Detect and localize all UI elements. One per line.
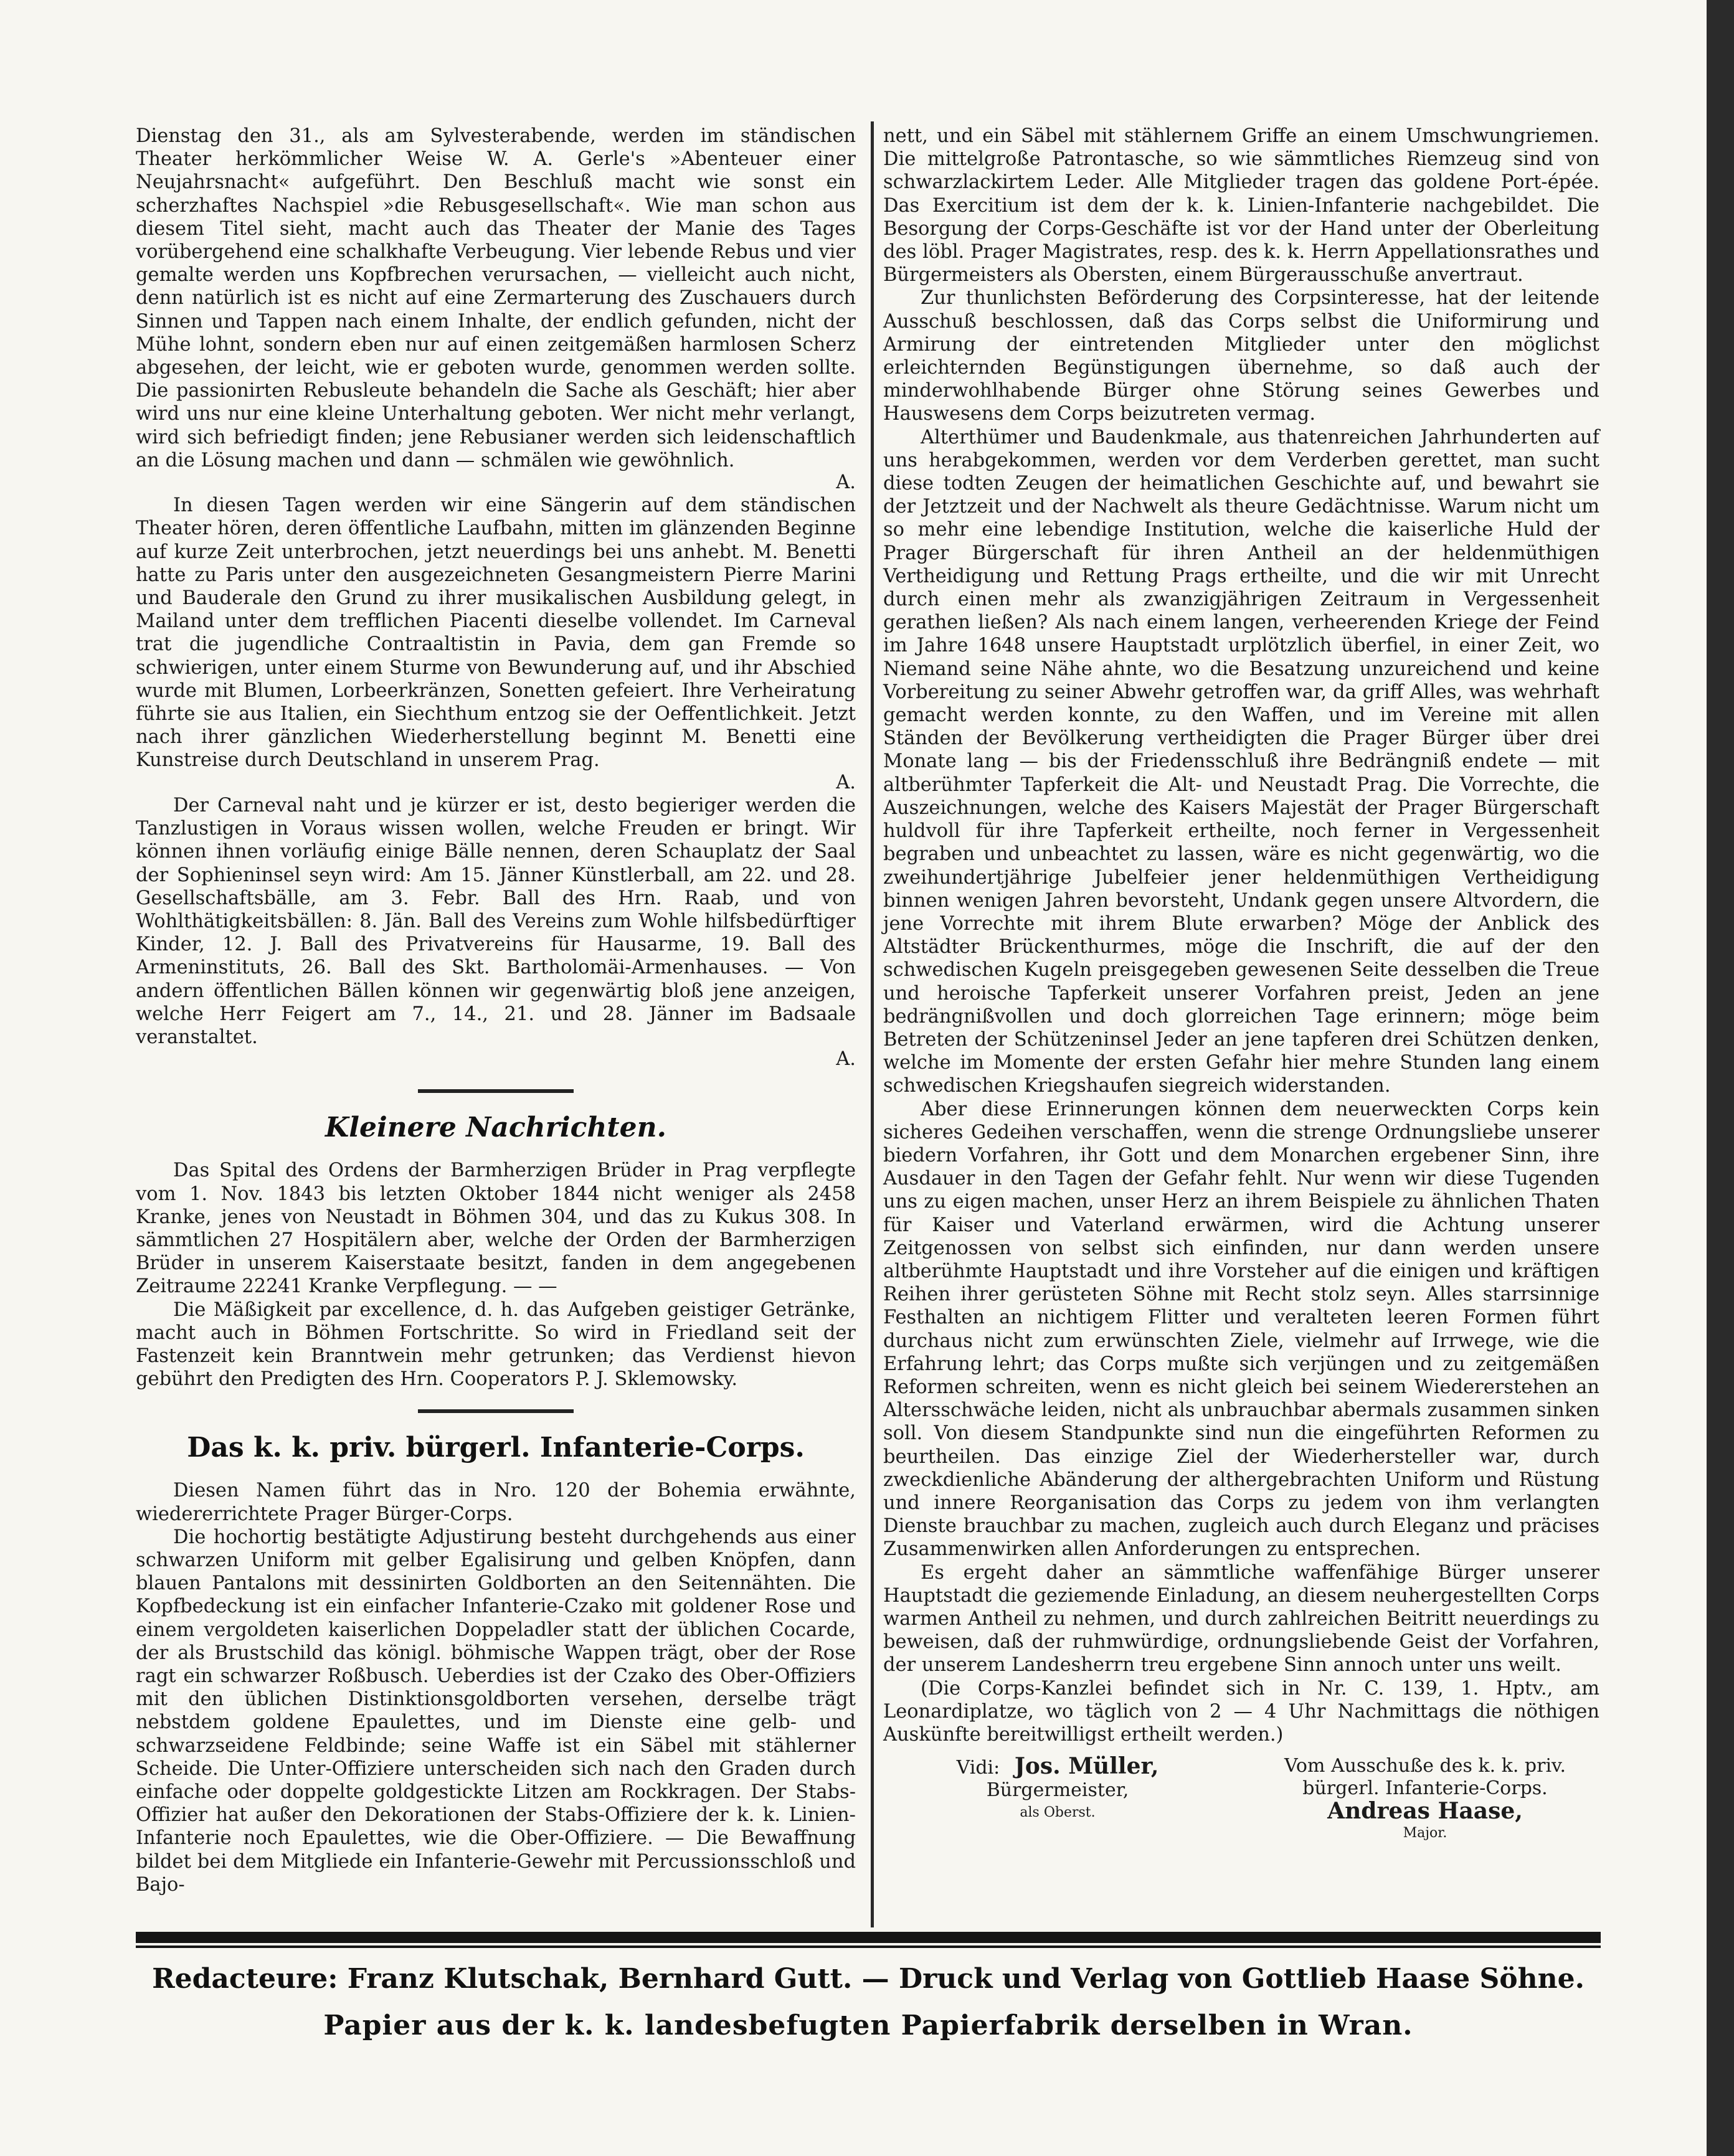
mayor-title: Bürgermeister, bbox=[986, 1779, 1129, 1802]
committee-line-2: bürgerl. Infanterie-Corps. bbox=[1302, 1777, 1548, 1800]
corps-uniform: Die hochortig bestätigte Adjustirung besteht durchgehends aus einer schwarzen Uniform mit gelber Egalisirung und gelben Knöpfen, dann blauen Pantalons mit dessinirten Goldborten an den Seitennähten. Die Kopfbedeckung ist ein einfacher Infanterie-Czako mit goldener Rose und einem vergoldeten kaiserlichen Doppeladler statt der üblichen Cocarde, der als Brustschild das königl. böhmische Wappen trägt, ober der Rose ragt ein schwarzer Roßbusch. Ueberdies ist der Czako des Ober-Offiziers mit den üblichen Distinktionsgoldborten versehen, derselbe trägt nebstdem goldene Epaulettes, und im Dienste eine gelb- und schwarzseidene Feldbinde; seine Waffe ist ein Säbel mit stählerner Scheide. Die Unter-Offiziere unterscheiden sich nach den Graden durch einfache oder doppelte goldgestickte Litzen am Rockkragen. Der Stabs-Offizier hat außer den Dekorationen der Stabs-Offiziere der k. k. Linien-Infanterie noch Epaulettes, wie die Ober-Offiziere. — Die Bewaffnung bildet bei dem Mitgliede ein Infanterie-Gewehr mit Percussionsschloß und Bajo- bbox=[136, 1526, 856, 1896]
section-divider bbox=[418, 1089, 574, 1093]
major-sub: Major. bbox=[1403, 1825, 1447, 1842]
signature-committee bbox=[1251, 1755, 1599, 1845]
signature-mayor bbox=[883, 1755, 1207, 1845]
article-singer-benetti: In diesen Tagen werden wir eine Sängerin auf dem ständischen Theater hören, deren öffentliche Laufbahn, mitten im glänzenden Beginne auf kurze Zeit unterbrochen, jetzt neuerdings bei uns anhebt. M. Benetti hatte zu Paris unter den ausgezeichneten Gesangmeistern Pierre Marini und Bauderale den Grund zu ihrer musikalischen Ausbildung gelegt, in Mailand unter dem trefflichen Piacenti dieselbe vollendet. Im Carneval trat die jugendliche Contraaltistin in Pavia, dem gan Fremde so schwierigen, unter einem Sturme von Bewunderung auf, und ihr Abschied wurde mit Blumen, Lorbeerkränzen, Sonetten gefeiert. Ihre Verheiratung führte sie aus Italien, ein Siechthum entzog sie der Oeffentlichkeit. Jetzt nach ihrer gänzlichen Wiederherstellung beginnt M. Benetti eine Kunstreise durch Deutschland in unserem Prag. bbox=[136, 494, 856, 772]
heading-infanterie-corps: Das k. k. priv. bürgerl. Infanterie-Corps. bbox=[187, 1432, 805, 1464]
footer-editors: Redacteure: Franz Klutschak, Bernhard Gutt. — Druck und Verlag von Gottlieb Haase Söhne. bbox=[152, 1963, 1585, 1995]
news-temperance: Die Mäßigkeit par excellence, d. h. das Aufgeben geistiger Getränke, macht auch in Böhmen Fortschritte. So wird in Friedland seit der Fastenzeit kein Branntwein mehr getrunken; das Verdienst hievon gebührt den Predigten des Hrn. Cooperators P. J. Sklemowsky. bbox=[136, 1298, 856, 1391]
section-divider bbox=[418, 1409, 574, 1413]
footer-rule-thin bbox=[136, 1946, 1601, 1948]
corps-committee: Zur thunlichsten Beförderung des Corpsinteresse, hat der leitende Ausschuß beschlossen, daß das Corps selbst die Uniformirung und Armirung der eintretenden Mitglieder unter den möglichst erleichternden Begünstigungen übernehme, so daß auch der minderwohlhabende Bürger ohne Störung seines Gewerbes und Hauswesens dem Corps beizutreten vermag. bbox=[883, 287, 1599, 425]
corps-uniform-continued: nett, und ein Säbel mit stählernem Griffe an einem Umschwungriemen. Die mittelgroße Patrontasche, so wie sämmtliches Riemzeug sind von schwarzlackirtem Leder. Alle Mitglieder tragen das goldene Port-épée. Das Exercitium ist dem der k. k. Linien-Infanterie nachgebildet. Die Besorgung der Corps-Geschäfte ist vor der Hand unter der Oberleitung des löbl. Prager Magistrates, resp. des k. k. Herrn Appellationsrathes und Bürgermeisters als Obersten, einem Bürgerausschuße anvertraut. bbox=[883, 125, 1599, 286]
column-divider bbox=[871, 121, 874, 1927]
signature-block bbox=[883, 1755, 1599, 1845]
corps-intro: Diesen Namen führt das in Nro. 120 der Bohemia erwähnte, wiedererrichtete Prager Bürger-Corps. bbox=[136, 1480, 856, 1525]
corps-virtues: Aber diese Erinnerungen können dem neuerweckten Corps kein sicheres Gedeihen verschaffen, wenn die strenge Ordnungsliebe unserer biedern Vorfahren, ihr Gott und dem Monarchen ergebener Sinn, ihre Ausdauer in den Tagen der Gefahr fehlt. Nur wenn wir diese Tugenden uns zu eigen machen, unser Herz an ihrem Beispiele zu ähnlichen Thaten für Kaiser und Vaterland erwärmen, wird die Achtung unserer Zeitgenossen von selbst sich einfinden, nur dann werden unsere altberühmte Hauptstadt und ihre Vorsteher auf die einigen und kräftigen Reihen ihrer gerüsteten Söhne mit Recht stolz seyn. Alles starrsinnige Festhalten an nichtigem Flitter und veralteten leeren Formen führt durchaus nicht zum erwünschten Ziele, vielmehr auf Irrwege, wie die Erfahrung lehrt; das Corps mußte sich verjüngen und zu zeitgemäßen Reformen schreiten, wenn es nicht gleich bei seinem Wiedererstehen an Altersschwäche leiden, nicht als unbrauchbar abermals zusammen sinken soll. Von diesem Standpunkte sind nun die eingeführten Reformen zu beurtheilen. Das einzige Ziel der Wiederhersteller war, durch zweckdienliche Abänderung der althergebrachten Uniform und Rüstung und innere Reorganisation das Corps zu jedem von ihm verlangten Dienste brauchbar zu machen, zugleich auch durch Eleganz und präcises Zusammenwirken allen Anforderungen zu entsprechen. bbox=[883, 1098, 1599, 1561]
author-initial: A. bbox=[836, 771, 856, 793]
heading-kleinere-nachrichten: Kleinere Nachrichten. bbox=[325, 1112, 666, 1144]
right-column bbox=[883, 125, 1599, 1845]
corps-invitation: Es ergeht daher an sämmtliche waffenfähige Bürger unserer Hauptstadt die geziemende Einladung, an diesem neuhergestellten Corps warmen Antheil zu nehmen, und durch zahlreichen Beitritt neuerdings zu beweisen, daß der ruhmwürdige, ordnungsliebende Geist der Vorfahren, der unserem Landesherrn treu ergebene Sinn annoch unter uns weilt. bbox=[883, 1561, 1599, 1676]
left-column bbox=[136, 125, 856, 1896]
news-hospital: Das Spital des Ordens der Barmherzigen Brüder in Prag verpflegte vom 1. Nov. 1843 bis letzten Oktober 1844 nicht weniger als 2458 Kranke, jenes von Neustadt in Böhmen 304, und das zu Kukus 308. In sämmtlichen 27 Hospitälern aber, welche der Orden der Barmherzigen Brüder in unserem Kaiserstaate besitzt, fanden in dem angegebenen Zeitraume 22241 Kranke Verpflegung. — — bbox=[136, 1160, 856, 1298]
committee-line-1: Vom Ausschuße des k. k. priv. bbox=[1284, 1755, 1566, 1777]
author-initial: A. bbox=[836, 1048, 856, 1071]
footer-rule bbox=[136, 1932, 1601, 1943]
article-carnival-balls: Der Carneval naht und je kürzer er ist, desto begieriger werden die Tanzlustigen in Voraus wissen wollen, welche Freuden er bringt. Wir können ihnen vorläufig einige Bälle nennen, deren Schauplatz der Saal der Sophieninsel seyn wird: Am 15. Jänner Künstlerball, am 22. und 28. Gesellschaftsbälle, am 3. Febr. Ball des Hrn. Raab, und von Wohlthätigkeitsbällen: 8. Jän. Ball des Vereins zum Wohle hilfsbedürftiger Kinder, 12. J. Ball des Privatvereins für Hausarme, 19. Ball des Armeninstituts, 26. Ball des Skt. Bartholomäi-Armenhauses. — Von andern öffentlichen Bällen können wir gegenwärtig bloß jene anzeigen, welche Herr Feigert am 7., 14., 21. und 28. Jänner im Badsaale veranstaltet. bbox=[136, 794, 856, 1048]
page-edge bbox=[1707, 0, 1734, 2156]
article-theatre-new-year: Dienstag den 31., als am Sylvesterabende, werden im ständischen Theater herkömmlicher Weise W. A. Gerle's »Abenteuer einer Neujahrsnacht« aufgeführt. Den Beschluß macht wie sonst ein scherzhaftes Nachspiel »die Rebusgesellschaft«. Wie man schon aus diesem Titel sieht, macht auch das Theater der Manie des Tages vorübergehend eine schalkhafte Verbeugung. Vier lebende Rebus und vier gemalte werden uns Kopfbrechen verursachen, — vielleicht auch nicht, denn natürlich ist es nicht auf eine Zermarterung des Zuschauers durch Sinnen und Tappen nach einem Inhalte, der endlich gefunden, nicht der Mühe lohnt, sondern eben nur auf einen zeitgemäßen harmlosen Scherz abgesehen, der leicht, wie er geboten wurde, genommen werden sollte. Die passionirten Rebusleute behandeln die Sache als Geschäft; hier aber wird uns nur eine kleine Unterhaltung geboten. Wer nicht mehr verlangt, wird sich befriedigt finden; jene Rebusianer werden sich leidenschaftlich an die Lösung machen und dann — schmälen wie gewöhnlich. bbox=[136, 125, 856, 471]
major-name: Andreas Haase, bbox=[1327, 1798, 1523, 1825]
corps-office-note: (Die Corps-Kanzlei befindet sich in Nr. C. 139, 1. Hptv., am Leonardiplatze, wo täglich von 2 — 4 Uhr Nachmittags die nöthigen Auskünfte bereitwilligst ertheilt werden.) bbox=[883, 1677, 1599, 1746]
footer-paper: Papier aus der k. k. landesbefugten Papierfabrik derselben in Wran. bbox=[323, 2010, 1413, 2041]
author-initial: A. bbox=[836, 471, 856, 494]
vidi-label: Vidi: bbox=[956, 1757, 1000, 1779]
mayor-sub: als Oberst. bbox=[1020, 1805, 1096, 1821]
corps-history: Alterthümer und Baudenkmale, aus thatenreichen Jahrhunderten auf uns herabgekommen, werden vor dem Verderben gerettet, man sucht diese todten Zeugen der heimatlichen Geschichte auf, und bewahrt sie der Jetztzeit und der Nachwelt als theure Gedächtnisse. Warum nicht um so mehr eine lebendige Institution, welche die kaiserliche Huld der Prager Bürgerschaft für ihren Antheil an der heldenmüthigen Vertheidigung und Rettung Prags ertheilte, und die wir mit Unrecht durch einen mehr als zwanzigjährigen Zeitraum in Vergessenheit gerathen ließen? Als nach einem langen, verheerenden Kriege der Feind im Jahre 1648 unsere Hauptstadt urplötzlich überfiel, in einer Zeit, wo Niemand seine Nähe ahnte, wo die Besatzung unzureichend und keine Vorbereitung zu seiner Abwehr getroffen war, da griff Alles, was wehrhaft gemacht werden konnte, zu den Waffen, und im Vereine mit allen Ständen der Bevölkerung vertheidigten die Prager Bürger über drei Monate lang — bis der Friedensschluß ihre Bedrängniß endete — mit altberühmter Tapferkeit die Alt- und Neustadt Prag. Die Vorrechte, die Auszeichnungen, welche des Kaisers Majestät der Prager Bürgerschaft huldvoll für ihre Tapferkeit ertheilte, noch ferner in Vergessenheit begraben und unbeachtet zu lassen, wäre es nicht gegenwärtig, wo die zweihundertjährige Jubelfeier jener heldenmüthigen Vertheidigung binnen wenigen Jahren bevorsteht, Undank gegen unsere Altvordern, die jene Vorrechte mit ihrem Blute erwarben? Möge der Anblick des Altstädter Brückenthurmes, möge die Inschrift, die auf der den schwedischen Kugeln preisgegeben gewesenen Seite desselben die Treue und heroische Tapferkeit unserer Vorfahren preist, Jeden an jene bedrängnißvollen und doch glorreichen Tage erinnern; möge beim Betreten der Schützeninsel Jeder an jene tapferen drei Schützen denken, welche im Momente der ersten Gefahr hier mehre Stunden lang einem schwedischen Kriegshaufen siegreich widerstanden. bbox=[883, 426, 1599, 1097]
mayor-name: Jos. Müller, bbox=[1014, 1753, 1159, 1780]
